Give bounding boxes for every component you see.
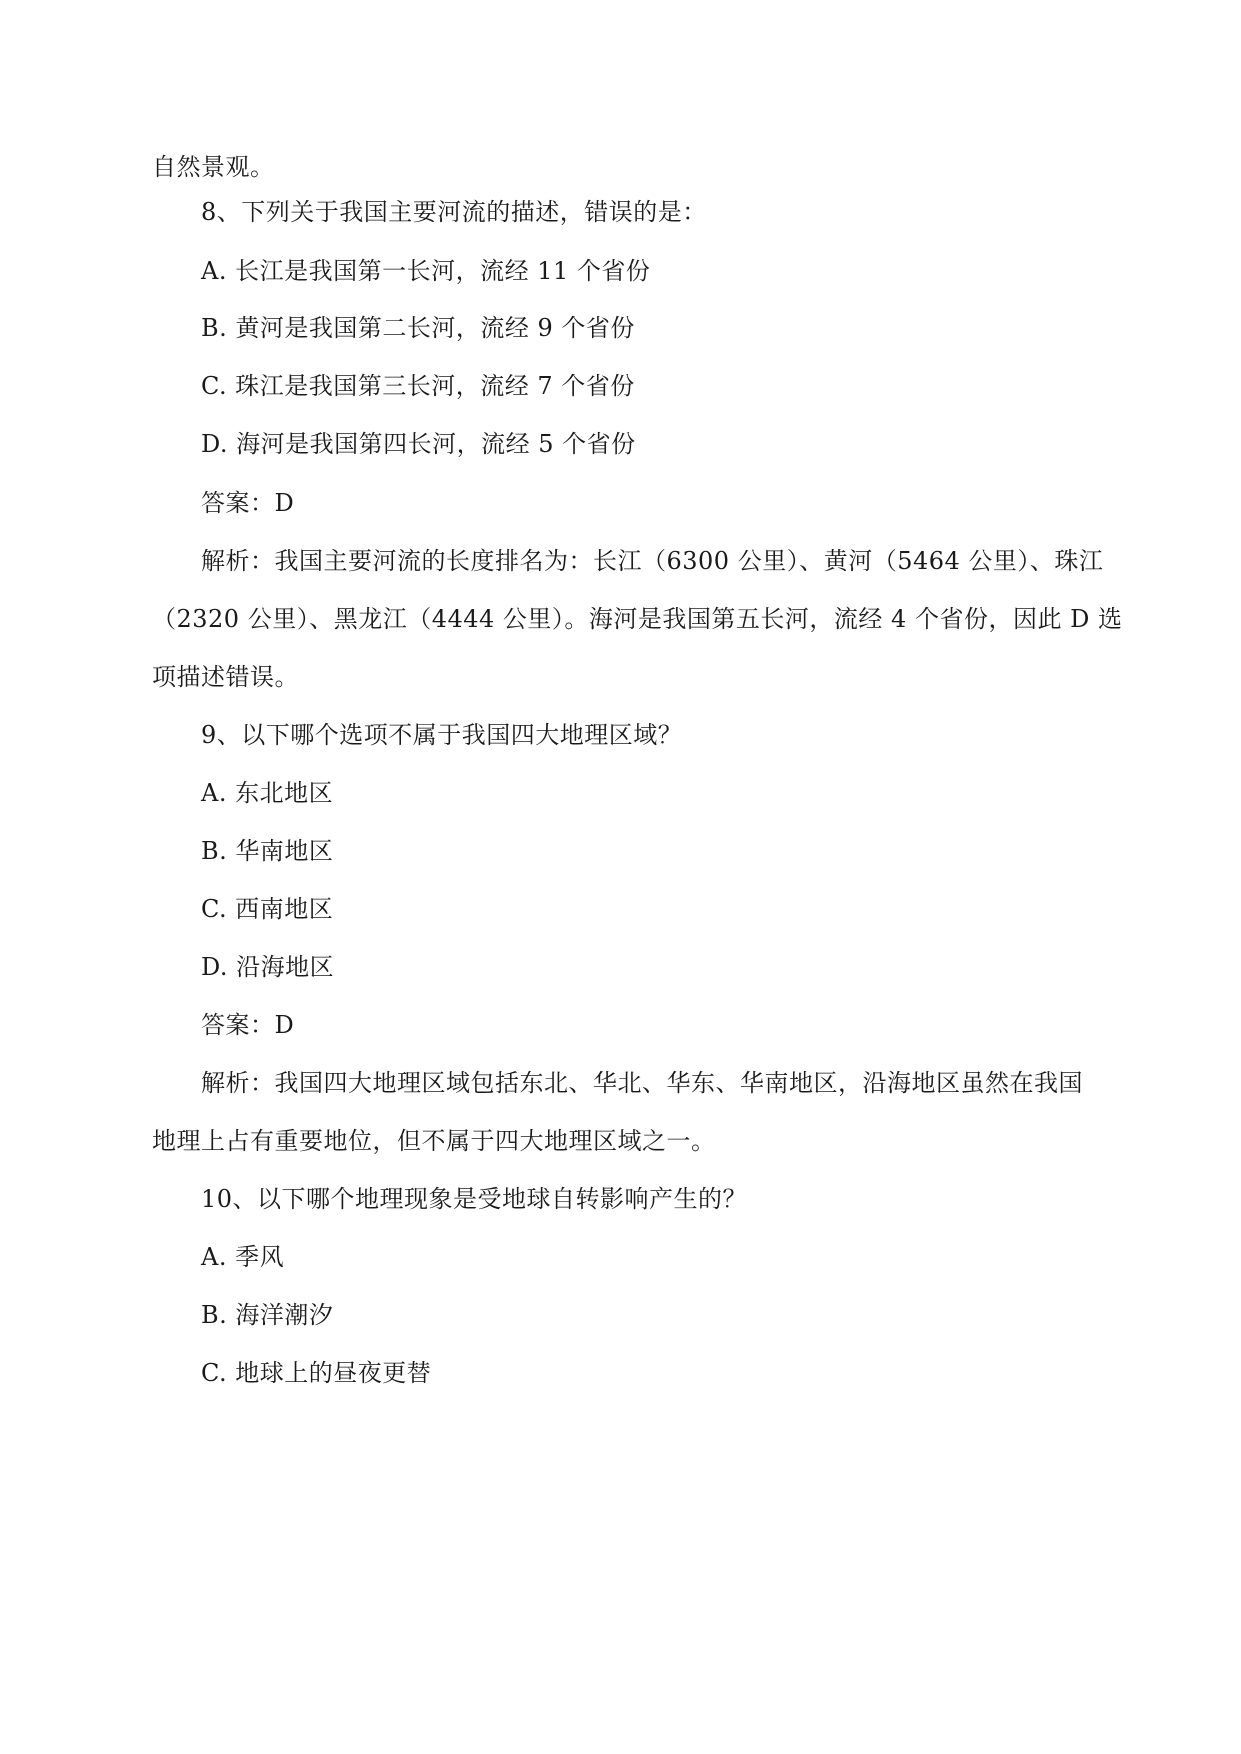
question-9: 9、以下哪个选项不属于我国四大地理区域？ [201, 721, 683, 749]
q9-option-b: B. 华南地区 [201, 837, 334, 865]
q8-option-a: A. 长江是我国第一长河，流经 11 个省份 [201, 257, 651, 285]
q9-option-a: A. 东北地区 [201, 779, 334, 807]
intro-tail-text: 自然景观。 [152, 153, 275, 181]
q8-option-d: D. 海河是我国第四长河，流经 5 个省份 [201, 430, 636, 458]
q9-analysis-line-2: 地理上占有重要地位，但不属于四大地理区域之一。 [152, 1127, 716, 1155]
q8-option-c: C. 珠江是我国第三长河，流经 7 个省份 [201, 372, 635, 400]
q9-option-c: C. 西南地区 [201, 895, 334, 923]
q8-option-b: B. 黄河是我国第二长河，流经 9 个省份 [201, 314, 635, 342]
q8-analysis-line-3: 项描述错误。 [152, 663, 299, 691]
q10-option-b: B. 海洋潮汐 [201, 1301, 334, 1329]
q9-answer: 答案：D [201, 1011, 295, 1039]
q10-option-a: A. 季风 [201, 1243, 285, 1271]
q8-answer: 答案：D [201, 489, 295, 517]
question-10: 10、以下哪个地理现象是受地球自转影响产生的？ [201, 1185, 748, 1213]
q8-analysis-line-2: （2320 公里）、黑龙江（4444 公里）。海河是我国第五长河，流经 4 个省份，因此 D 选 [152, 605, 1123, 633]
q9-analysis-line-1: 解析：我国四大地理区域包括东北、华北、华东、华南地区，沿海地区虽然在我国 [201, 1069, 1083, 1097]
q10-option-c: C. 地球上的昼夜更替 [201, 1359, 432, 1387]
question-8: 8、下列关于我国主要河流的描述，错误的是： [201, 198, 707, 226]
q8-analysis-line-1: 解析：我国主要河流的长度排名为：长江（6300 公里）、黄河（5464 公里）、珠江 [201, 547, 1104, 575]
q9-option-d: D. 沿海地区 [201, 953, 335, 981]
